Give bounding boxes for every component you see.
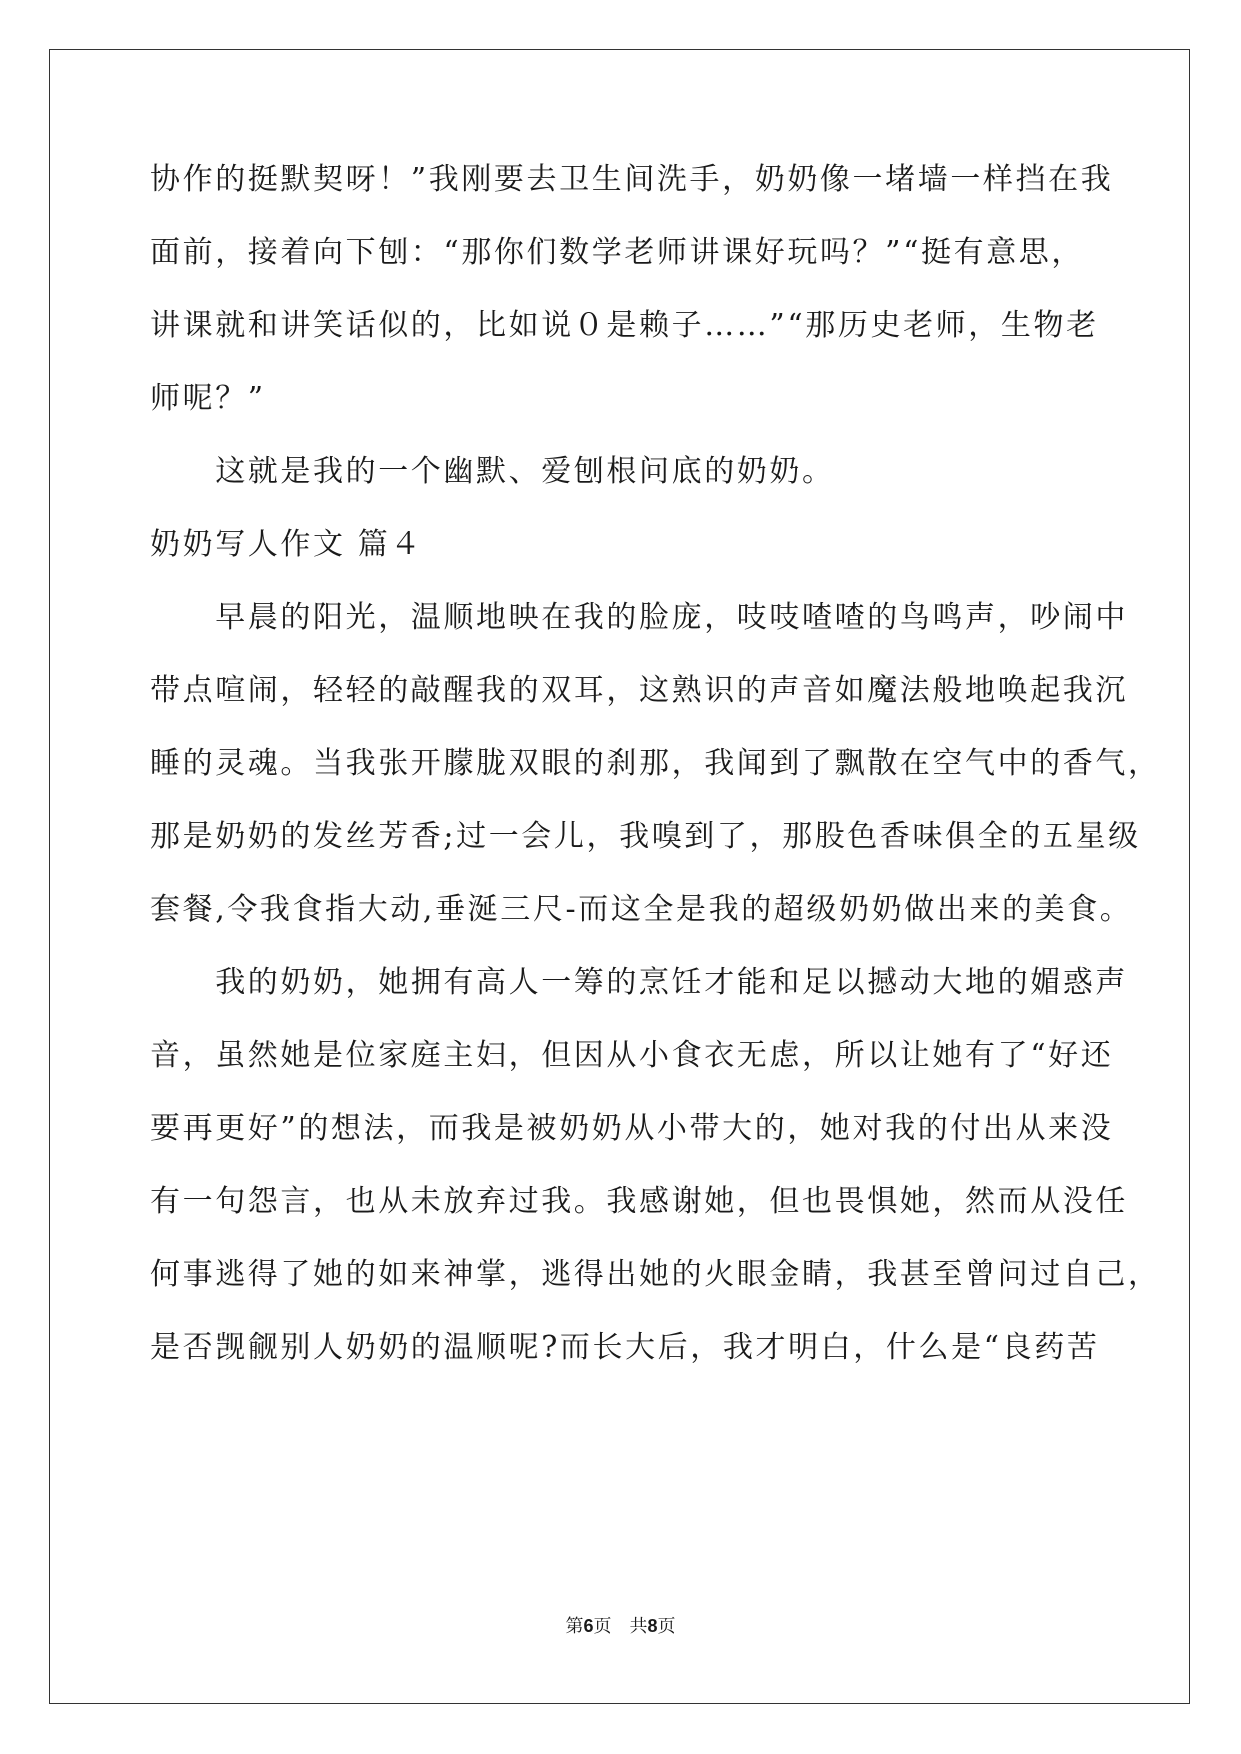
text-line: 何事逃得了她的如来神掌，逃得出她的火眼金睛，我甚至曾问过自己，: [150, 1257, 1161, 1292]
text-line: 套餐,令我食指大动,垂涎三尺-而这全是我的超级奶奶做出来的美食。: [150, 892, 1133, 927]
text-line: 是否觊觎别人奶奶的温顺呢?而长大后，我才明白，什么是“良药苦: [150, 1330, 1100, 1365]
text-line: 有一句怨言，也从未放弃过我。我感谢她，但也畏惧她，然而从没任: [150, 1184, 1128, 1219]
text-line: 要再更好”的想法，而我是被奶奶从小带大的，她对我的付出从来没: [150, 1111, 1114, 1146]
section-heading: 奶奶写人作文 篇４: [150, 527, 423, 562]
text-line: 那是奶奶的发丝芳香;过一会儿，我嗅到了，那股色香味俱全的五星级: [150, 819, 1141, 854]
page-number-prefix: 第: [565, 1616, 584, 1637]
text-line: 协作的挺默契呀！”我刚要去卫生间洗手，奶奶像一堵墙一样挡在我: [150, 162, 1114, 197]
page-number-suffix: 页: [593, 1616, 612, 1637]
text-line: 面前，接着向下刨：“那你们数学老师讲课好玩吗？”“挺有意思，: [150, 235, 1085, 270]
text-line: 带点喧闹，轻轻的敲醒我的双耳，这熟识的声音如魔法般地唤起我沉: [150, 673, 1128, 708]
text-line: 这就是我的一个幽默、爱刨根问底的奶奶。: [150, 454, 835, 489]
text-line: 师呢？”: [150, 381, 266, 416]
text-line: 睡的灵魂。当我张开朦胧双眼的刹那，我闻到了飘散在空气中的香气，: [150, 746, 1161, 781]
text-line: 音，虽然她是位家庭主妇，但因从小食衣无虑，所以让她有了“好还: [150, 1038, 1114, 1073]
text-line: 早晨的阳光，温顺地映在我的脸庞，吱吱喳喳的鸟鸣声，吵闹中: [150, 600, 1128, 635]
page-footer: [0, 1614, 1241, 1639]
total-pages-prefix: 共: [629, 1616, 648, 1637]
text-line: 讲课就和讲笑话似的，比如说０是赖子……”“那历史老师，生物老: [150, 308, 1099, 343]
page-border: [49, 49, 1190, 1704]
text-line: 我的奶奶，她拥有高人一筹的烹饪才能和足以撼动大地的媚惑声: [150, 965, 1128, 1000]
current-page-number: 6: [583, 1616, 594, 1636]
total-pages-suffix: 页: [657, 1616, 676, 1637]
total-pages-number: 8: [647, 1616, 658, 1636]
